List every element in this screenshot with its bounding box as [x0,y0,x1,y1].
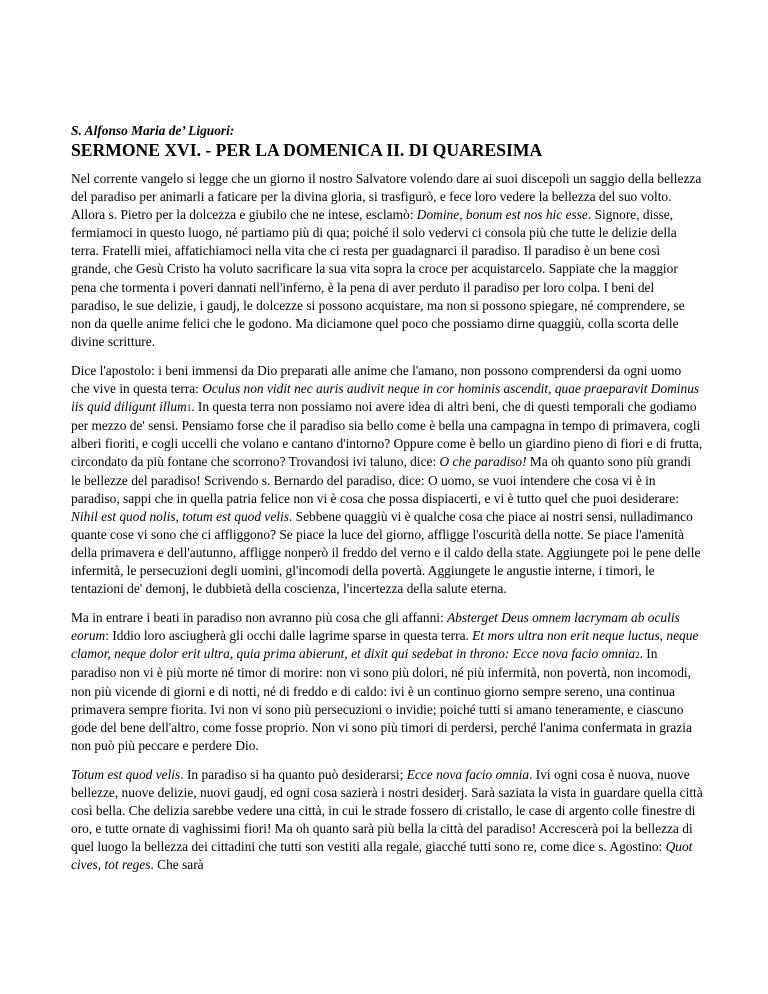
text-run: : Iddio loro asciugherà gli occhi dalle lagrime sparse in questa terra. [105,628,473,644]
text-run: Dice l'apostolo: i beni immensi da Dio preparati alle anime che l'amano, non possono comprendersi da ogni uomo che vive in questa terra: [71,362,682,397]
latin-quote: O che paradiso! [439,454,527,470]
sermon-title: SERMONE XVI. - PER LA DOMENICA II. DI QUARESIMA [71,140,543,160]
text-run: . Ivi ogni cosa è nuova, nuove bellezze, nuove delizie, nuovi gaudj, ed ogni cosa sazierà i nostri desiderj. Sarà saziata la vista in guardare quella città così bella. Che delizia sarebbe vedere una città, in cui le strade fossero di cristallo, le case di argento colle finestre di oro, e tutte ornate di vaghissimi fiori! Ma oh quanto sarà più bella la città del paradiso! Accrescerà poi la bellezza di quel luogo la bellezza dei cittadini che tutti son vestiti alla regale, giacché tutti sono re, come dice s. Agostino: [71,766,703,855]
paragraph-3 [71,609,703,755]
text-run: . Che sarà [150,857,204,873]
latin-quote: Oculus non vidit nec auris audivit neque in cor hominis ascendit, quae praeparavit Dominus iis quid diligunt illum [71,381,700,415]
footnote-ref: 1 [186,403,192,414]
text-run: . In questa terra non possiamo noi avere idea di altri beni, che di questi temporali che godiamo per mezzo de' sensi. Pensiamo forse che il paradiso sia bello come è bella una campagna in tempo di primavera, cogli alberi fioriti, e cogli uccelli che volano e cantano d'intorno? Oppure come è bello un giardino pieno di fiori e di frutta, circondato da più fontane che scorrono? Trovandosi ivi taluno, dice: [71,399,703,470]
latin-quote: Ecce nova facio omnia [406,766,530,782]
latin-quote: Totum est quod velis [71,766,181,782]
text-run: Ma oh quanto sono più grandi le bellezze del paradiso! Scrivendo s. Bernardo del paradiso, dice: O uomo, se vuoi intendere che cosa vi è in paradiso, sappi che in quella patria felice non vi è cosa che possa dispiacerti, e vi è tutto quel che puoi desiderare: [71,454,691,506]
text-run: . Signore, disse, fermiamoci in questo luogo, né partiamo più di qua; poiché il solo vedervi ci consola più che tutte le delizie della terra. Fratelli miei, affatichiamoci nella vita che ci resta per guadagnarci il paradiso. Il paradiso è un bene così grande, che Gesù Cristo ha voluto sacrificare la sua vita sopra la croce per acquistarcelo. Sappiate che la maggior pena che tormenta i poveri dannati nell'inferno, è la pena di aver perduto il paradiso per loro colpa. I beni del paradiso, le sue delizie, i gaudj, le dolcezze si possono acquistare, ma non si possono spiegare, né comprendere, se non da quelle anime felici che le godono. Ma diciamone quel poco che possiamo dirne quaggiù, colla scorta delle divine scritture. [71,207,685,349]
text-run: . In paradiso si ha quanto può desiderarsi; [180,766,407,782]
text-run: . In paradiso non vi è più morte né timor di morire: non vi sono più dolori, né più infermità, non povertà, non incomodi, non più vicende di giorni e di notti, né di freddo e di caldo: ivi è un continuo giorno sempre sereno, una continua primavera sempre fiorita. Ivi non vi sono più persecuzioni o invidie; poiché tutti si amano teneramente, e ciascuno gode del bene dell'altro, come fosse proprio. Non vi sono più timori di perdersi, perché l'anima confermata in grazia non può più peccare e perdere Dio. [71,646,692,753]
latin-quote: Quot cives, tot reges [71,839,693,873]
latin-quote: Domine, bonum est nos hic esse [416,207,588,223]
document-page [71,123,703,885]
text-run: Ma in entrare i beati in paradiso non avranno più cosa che gli affanni: [71,610,448,626]
latin-quote: Et mors ultra non erit neque luctus, neque clamor, neque dolor erit ultra, quia prima abierunt, et dixit qui sedebat in throno: Ecce nova facio omnia [71,628,699,662]
footnote-ref: 2 [635,650,640,661]
author-line: S. Alfonso Maria de’ Liguori: [71,123,235,138]
paragraph-1 [71,170,703,351]
paragraph-2 [71,362,703,598]
text-run: Nel corrente vangelo si legge che un giorno il nostro Salvatore volendo dare ai suoi discepoli un saggio della bellezza del paradiso per animarli a faticare per la divina gloria, si trasfigurò, e fece loro vedere la bellezza del suo volto. Allora s. Pietro per la dolcezza e giubilo che ne intese, esclamò: [71,171,702,223]
text-run: . Sebbene quaggiù vi è qualche cosa che piace ai nostri sensi, nulladimanco quante cose vi sono che ci affliggono? Se piace la luce del giorno, affligge l'oscurità della notte. Se piace l'amenità della primavera e dell'autunno, affligge nonperò il freddo del verno e il caldo della state. Aggiungete poi le pene delle infermità, le persecuzioni degli uomini, gl'incomodi della povertà. Aggiungete le angustie interne, i timori, le tentazioni de' demonj, le dubbietà della coscienza, l'incertezza della salute eterna. [71,508,701,597]
latin-quote: Absterget Deus omnem lacrymam ab oculis eorum [71,610,680,644]
paragraph-4 [71,766,703,875]
latin-quote: Nihil est quod nolis, totum est quod velis [71,508,289,524]
